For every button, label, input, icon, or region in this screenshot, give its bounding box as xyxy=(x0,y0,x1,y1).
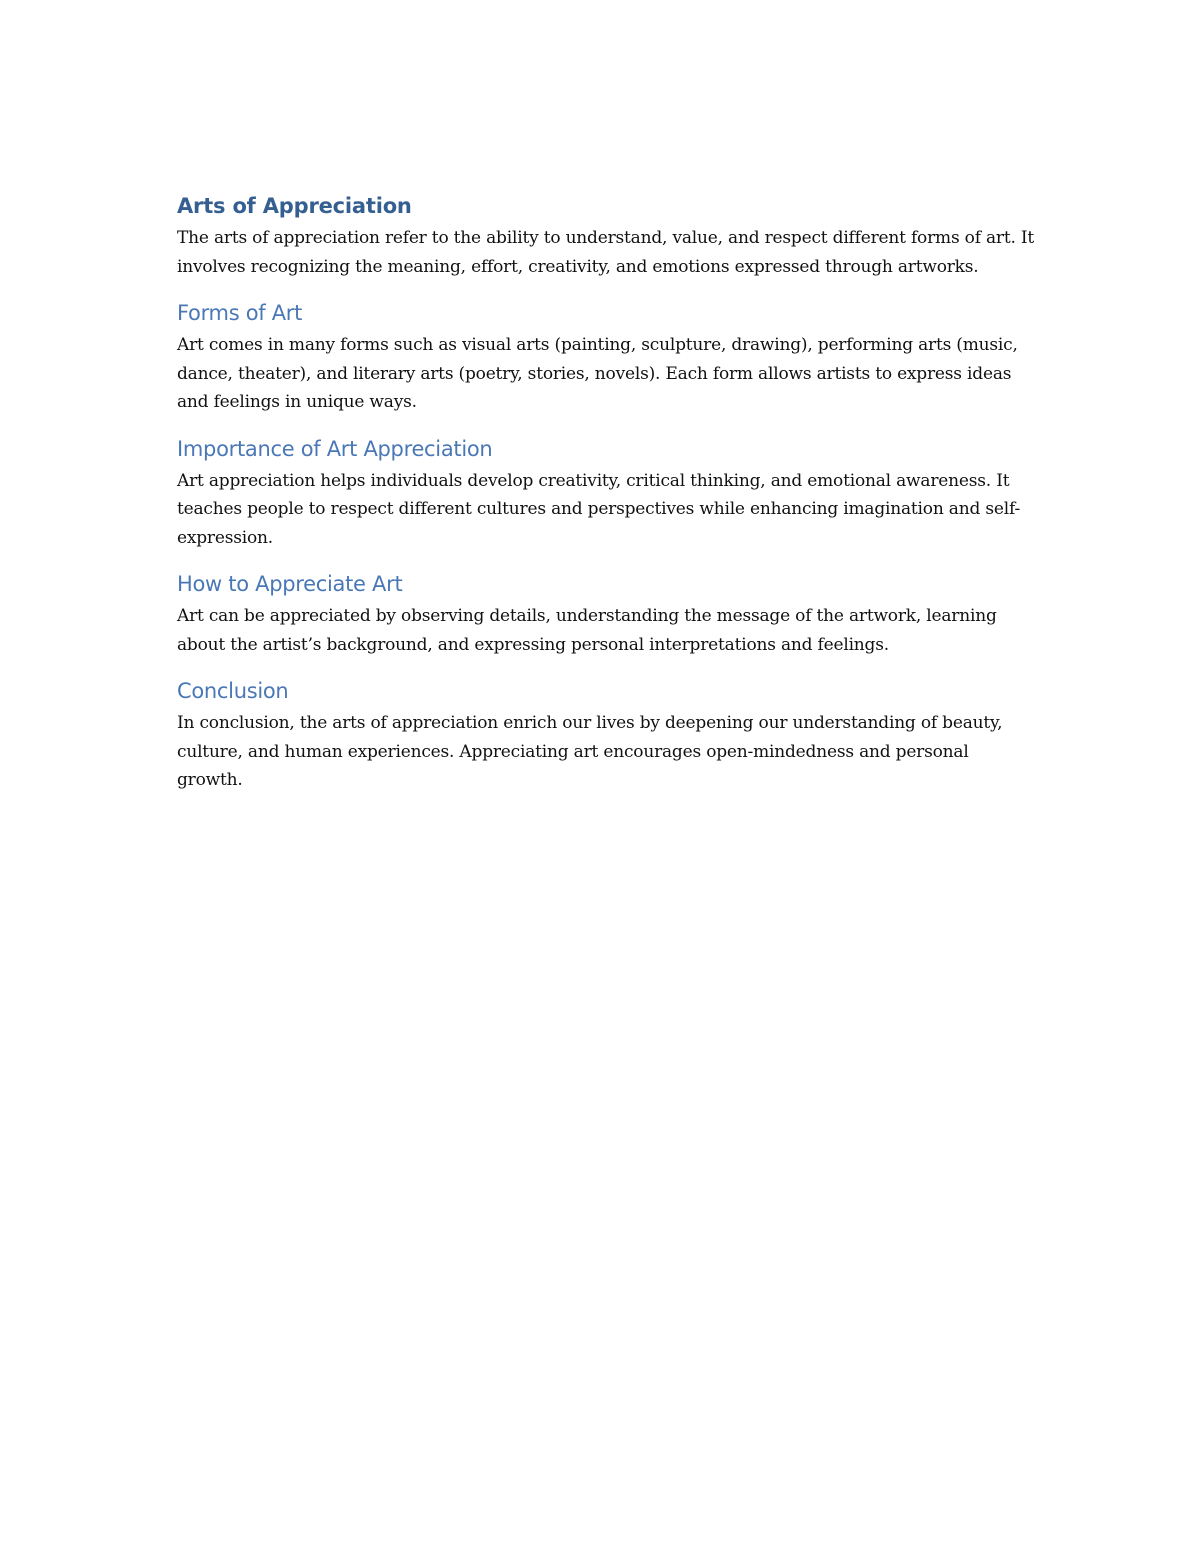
section-paragraph-arts-of-appreciation: The arts of appreciation refer to the ability to understand, value, and respect different forms of art. It involves recognizing the meaning, effort, creativity, and emotions expressed through artworks. xyxy=(177,228,1035,277)
section-heading-importance: Importance of Art Appreciation xyxy=(177,436,493,461)
section-paragraph-forms-of-art: Art comes in many forms such as visual arts (painting, sculpture, drawing), performing arts (music, dance, theater), and literary arts (poetry, stories, novels). Each form allows artists to express ideas and feelings in unique ways. xyxy=(177,335,1018,412)
section-heading-conclusion: Conclusion xyxy=(177,679,289,703)
section-paragraph-how-to-appreciate: Art can be appreciated by observing details, understanding the message of the artwork, learning about the artist’s background, and expressing personal interpretations and feelings. xyxy=(177,606,997,655)
document-title: Arts of Appreciation xyxy=(177,194,412,218)
section-heading-how-to-appreciate: How to Appreciate Art xyxy=(177,572,403,596)
section-paragraph-importance: Art appreciation helps individuals develop creativity, critical thinking, and emotional awareness. It teaches people to respect different cultures and perspectives while enhancing imagination and self-expression. xyxy=(177,470,1021,548)
section-paragraph-conclusion: In conclusion, the arts of appreciation enrich our lives by deepening our understanding of beauty, culture, and human experiences. Appreciating art encourages open-mindedness and personal growth. xyxy=(177,713,1003,790)
section-heading-forms-of-art: Forms of Art xyxy=(177,301,303,325)
document-content xyxy=(177,190,1037,811)
